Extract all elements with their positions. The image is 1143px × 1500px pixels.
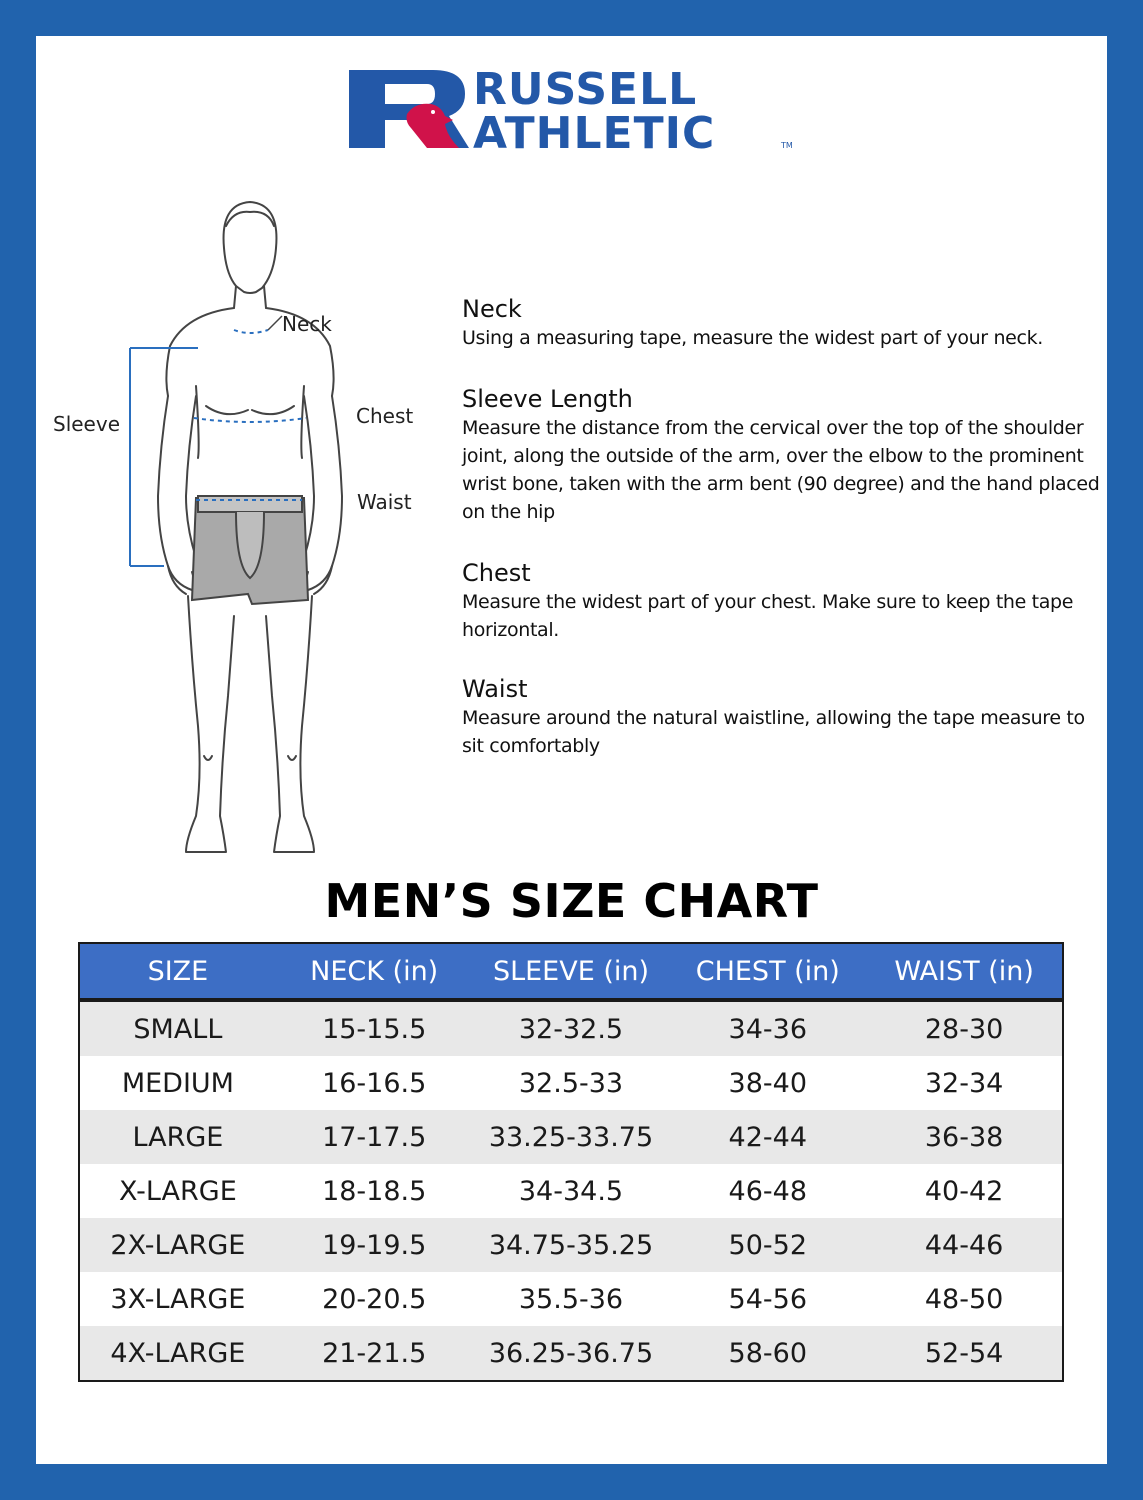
cell-sleeve: 36.25-36.75	[473, 1326, 670, 1381]
table-row	[79, 1000, 1063, 1056]
cell-chest: 50-52	[669, 1218, 866, 1272]
chest-measure-line	[194, 418, 306, 422]
table-row	[79, 1272, 1063, 1326]
russell-r-eagle-icon	[349, 64, 473, 154]
cell-chest: 58-60	[669, 1326, 866, 1381]
neck-label: Neck	[282, 312, 332, 336]
size-chart-card	[36, 36, 1107, 1464]
table-row	[79, 1218, 1063, 1272]
size-chart-title: MEN’S SIZE CHART	[324, 874, 819, 928]
cell-neck: 15-15.5	[276, 1000, 473, 1056]
cell-size: 2X-LARGE	[79, 1218, 276, 1272]
instruction-neck	[462, 294, 1102, 352]
cell-size: X-LARGE	[79, 1164, 276, 1218]
cell-neck: 18-18.5	[276, 1164, 473, 1218]
cell-size: SMALL	[79, 1000, 276, 1056]
table-row	[79, 1326, 1063, 1381]
cell-sleeve: 33.25-33.75	[473, 1110, 670, 1164]
instruction-waist	[462, 674, 1102, 760]
cell-sleeve: 34-34.5	[473, 1164, 670, 1218]
instruction-title: Chest	[462, 559, 531, 587]
cell-chest: 42-44	[669, 1110, 866, 1164]
cell-chest: 34-36	[669, 1000, 866, 1056]
cell-size: MEDIUM	[79, 1056, 276, 1110]
size-table	[78, 942, 1064, 1382]
cell-waist: 32-34	[866, 1056, 1063, 1110]
cell-sleeve: 35.5-36	[473, 1272, 670, 1326]
cell-sleeve: 32.5-33	[473, 1056, 670, 1110]
table-row	[79, 1110, 1063, 1164]
cell-sleeve: 34.75-35.25	[473, 1218, 670, 1272]
instruction-body: Using a measuring tape, measure the widest part of your neck.	[462, 327, 1043, 349]
instruction-sleeve	[462, 384, 1102, 526]
cell-neck: 17-17.5	[276, 1110, 473, 1164]
column-header-waist: WAIST (in)	[866, 943, 1063, 1000]
instruction-body: Measure around the natural waistline, allowing the tape measure to sit comfortably	[462, 707, 1085, 757]
column-header-chest: CHEST (in)	[669, 943, 866, 1000]
logo-text-line2: ATHLETIC	[473, 108, 716, 159]
instruction-body: Measure the widest part of your chest. Make sure to keep the tape horizontal.	[462, 591, 1074, 641]
instruction-body: Measure the distance from the cervical over the top of the shoulder joint, along the outside of the arm, over the elbow to the prominent wrist bone, taken with the arm bent (90 degree) and the hand placed on the hip	[462, 417, 1100, 523]
logo-text-line1: RUSSELL	[473, 64, 698, 115]
cell-neck: 21-21.5	[276, 1326, 473, 1381]
chest-label: Chest	[356, 404, 414, 428]
cell-sleeve: 32-32.5	[473, 1000, 670, 1056]
sleeve-label: Sleeve	[53, 412, 121, 436]
column-header-size: SIZE	[79, 943, 276, 1000]
cell-neck: 19-19.5	[276, 1218, 473, 1272]
instruction-chest	[462, 558, 1102, 644]
column-header-sleeve: SLEEVE (in)	[473, 943, 670, 1000]
cell-size: LARGE	[79, 1110, 276, 1164]
instruction-title: Neck	[462, 295, 522, 323]
man-outline-illustration	[36, 196, 456, 866]
cell-waist: 40-42	[866, 1164, 1063, 1218]
cell-waist: 48-50	[866, 1272, 1063, 1326]
table-row	[79, 1164, 1063, 1218]
column-header-neck: NECK (in)	[276, 943, 473, 1000]
table-header-row	[79, 943, 1063, 1000]
cell-neck: 16-16.5	[276, 1056, 473, 1110]
cell-waist: 44-46	[866, 1218, 1063, 1272]
neck-measure-line	[234, 330, 268, 333]
cell-chest: 46-48	[669, 1164, 866, 1218]
waist-label: Waist	[357, 490, 412, 514]
russell-athletic-logo	[349, 64, 801, 159]
cell-size: 4X-LARGE	[79, 1326, 276, 1381]
trademark-mark: TM	[781, 141, 793, 150]
instruction-title: Sleeve Length	[462, 385, 633, 413]
cell-chest: 38-40	[669, 1056, 866, 1110]
cell-neck: 20-20.5	[276, 1272, 473, 1326]
instruction-title: Waist	[462, 675, 528, 703]
cell-waist: 28-30	[866, 1000, 1063, 1056]
table-row	[79, 1056, 1063, 1110]
cell-waist: 52-54	[866, 1326, 1063, 1381]
body-measurement-figure	[36, 196, 456, 866]
cell-size: 3X-LARGE	[79, 1272, 276, 1326]
cell-waist: 36-38	[866, 1110, 1063, 1164]
cell-chest: 54-56	[669, 1272, 866, 1326]
